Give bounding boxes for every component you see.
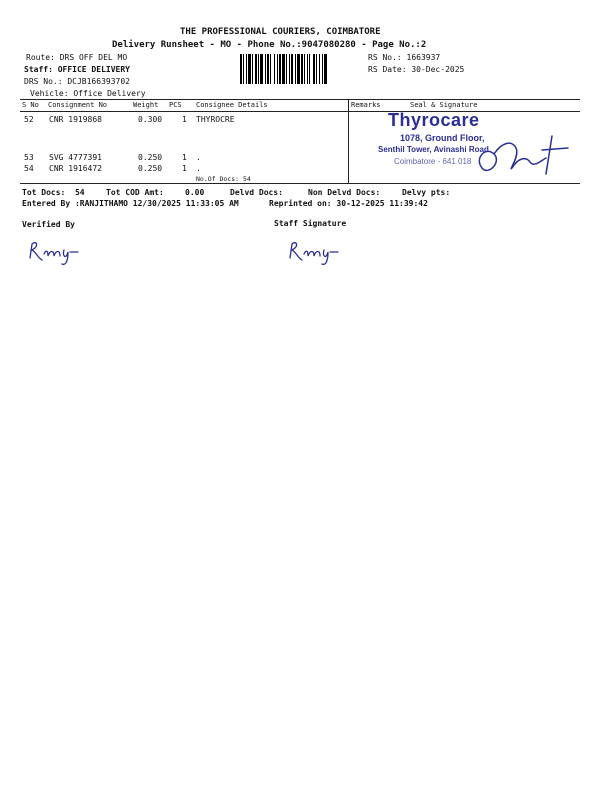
drs-number: DRS No.: DCJB166393702 — [24, 77, 130, 86]
col-header-consignment: Consignment No — [48, 101, 108, 109]
reprinted-on: Reprinted on: 30-12-2025 11:39:42 — [269, 199, 428, 208]
table-top-rule — [20, 99, 580, 100]
row-consignment: CNR 1919868 — [49, 115, 102, 124]
row-sno: 54 — [24, 164, 34, 173]
staff-signature-label: Staff Signature — [274, 219, 347, 228]
total-cod-value: 0.00 — [185, 188, 205, 197]
rs-number: RS No.: 1663937 — [368, 53, 441, 62]
col-header-pcs: PCS — [169, 101, 182, 109]
staff-label: Staff: OFFICE DELIVERY — [24, 65, 130, 74]
entered-by: Entered By :RANJITHAMO 12/30/2025 11:33:05 AM — [22, 199, 239, 208]
col-header-remarks: Remarks — [351, 101, 381, 109]
col-header-weight: Weight — [133, 101, 159, 109]
remarks-column-rule — [348, 99, 349, 183]
row-pcs: 1 — [182, 164, 187, 173]
total-docs: Tot Docs: 54 — [22, 188, 85, 197]
total-cod-label: Tot COD Amt: — [106, 188, 164, 197]
row-consignment: SVG 4777391 — [49, 153, 102, 162]
stamp-brand: Thyrocare — [388, 110, 480, 130]
stamp-line-3: Coimbatore - 641 018 — [394, 157, 472, 166]
rs-date: RS Date: 30-Dec-2025 — [368, 65, 465, 74]
runsheet-subtitle: Delivery Runsheet - MO - Phone No.:9047080280 - Page No.:2 — [112, 40, 427, 50]
non-delivered-docs: Non Delvd Docs: — [308, 188, 381, 197]
row-consignee: . — [196, 153, 201, 162]
row-pcs: 1 — [182, 115, 187, 124]
delivery-points: Delvy pts: — [402, 188, 451, 197]
delivered-docs: Delvd Docs: — [230, 188, 283, 197]
verified-by-label: Verified By — [22, 220, 75, 229]
no-of-docs: No.Of Docs: 54 — [196, 175, 251, 183]
consignee-signature — [472, 128, 582, 184]
row-sno: 52 — [24, 115, 34, 124]
col-header-consignee: Consignee Details — [196, 101, 268, 109]
row-weight: 0.300 — [138, 115, 163, 124]
row-sno: 53 — [24, 153, 34, 162]
company-title: THE PROFESSIONAL COURIERS, COIMBATORE — [180, 27, 381, 37]
row-consignment: CNR 1916472 — [49, 164, 102, 173]
staff-signature — [286, 238, 342, 266]
route-label: Route: DRS OFF DEL MO — [26, 53, 128, 62]
stamp-line-2: Senthil Tower, Avinashi Road — [378, 145, 489, 154]
col-header-sno: S No — [22, 101, 39, 109]
row-pcs: 1 — [182, 153, 187, 162]
row-consignee: THYROCRE — [196, 115, 235, 124]
barcode-image — [240, 54, 364, 84]
col-header-seal: Seal & Signature — [410, 101, 478, 109]
stamp-line-1: 1078, Ground Floor, — [400, 133, 485, 143]
vehicle-label: Vehicle: Office Delivery — [30, 89, 146, 98]
verifier-signature — [26, 238, 82, 266]
row-weight: 0.250 — [138, 164, 163, 173]
row-consignee: . — [196, 164, 201, 173]
row-weight: 0.250 — [138, 153, 163, 162]
